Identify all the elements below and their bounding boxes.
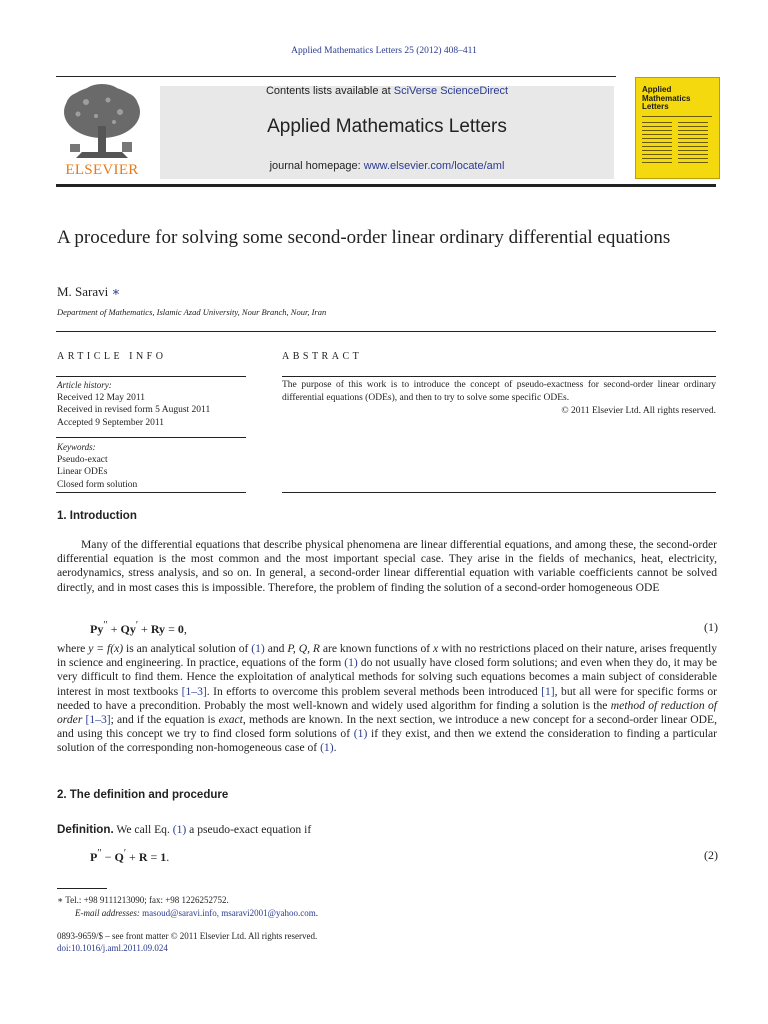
journal-reference-link[interactable]: Applied Mathematics Letters 25 (2012) 408–411 [291, 46, 477, 56]
footnote-tel: Tel.: +98 9111213090; fax: +98 1226252752. [65, 895, 229, 905]
para2-text: , methods are known. In the next section, we introduce a new concept for a second-order linear ODE, and using this concept we try to find closed form solutions of [57, 713, 717, 741]
journal-cover-thumbnail [635, 77, 720, 179]
author-footnote-mark[interactable]: ∗ [111, 284, 121, 299]
eq1-reference-link[interactable]: (1) [344, 656, 358, 670]
contents-prefix: Contents lists available at [265, 85, 394, 97]
cover-title-line-3: Letters [642, 102, 669, 111]
abstract-heading: ABSTRACT [282, 351, 363, 362]
definition-label: Definition. [57, 823, 114, 836]
para2-text: and [264, 642, 288, 655]
homepage-prefix: journal homepage: [269, 160, 364, 172]
cover-title-line-2: Mathematics [642, 93, 691, 103]
journal-homepage-link[interactable]: www.elsevier.com/locate/aml [363, 160, 505, 172]
keywords-label: Keywords: [57, 442, 96, 452]
math-y-eq: y = f(x) [88, 642, 124, 655]
para2-text: are known functions of [319, 642, 434, 655]
equation-1: Py′′ + Qy′ + Ry = 0, [90, 620, 187, 636]
keyword-item: Pseudo-exact [57, 454, 108, 465]
header-top-rule [56, 76, 616, 77]
definition-text: We call Eq. [113, 823, 173, 836]
article-info-rule-3 [56, 492, 246, 493]
article-info-rule-2 [56, 437, 246, 438]
para2-text: , but all were for specific forms or needed to have a precondition. Probably the most well-known and widely used algorithm for finding a solution is the [57, 684, 718, 712]
sciencedirect-link[interactable]: SciVerse ScienceDirect [393, 85, 509, 97]
equation-2: P′′ − Q′ + R = 1. [90, 848, 170, 864]
definition-text: a pseudo-exact equation if [186, 823, 312, 836]
para2-text: is an analytical solution of [123, 642, 252, 655]
history-accepted: Accepted 9 September 2011 [57, 417, 165, 428]
eq1-reference-link[interactable]: (1) [251, 642, 265, 655]
abstract-rule-bottom [282, 492, 716, 493]
keywords-block [57, 441, 247, 491]
abstract-copyright: © 2011 Elsevier Ltd. All rights reserved. [561, 406, 716, 416]
equation-2-number: (2) [704, 848, 718, 862]
journal-title: Applied Mathematics Letters [267, 116, 507, 137]
author-name[interactable]: M. Saravi [57, 284, 109, 299]
publisher-wordmark: ELSEVIER [65, 162, 139, 178]
homepage-line [160, 160, 614, 172]
abstract-rule-top [282, 376, 716, 377]
article-history [57, 379, 247, 429]
math-x: x [433, 642, 439, 655]
definition-line [57, 823, 311, 836]
article-history-label: Article history: [57, 380, 112, 390]
footnote-contact [57, 894, 717, 906]
footnote-emails: E-mail addresses: masoud@saravi.info, msaravi2001@yahoo.com. [75, 908, 318, 918]
para2-text: do not usually have closed form solutions; and even when they do, it may be very difficult to find them. Hence the exploitation of analytical methods for solving such equations becomes a main subject of considerable interest in most textbooks [57, 656, 717, 698]
article-info-rule-1 [56, 376, 246, 377]
article-title: A procedure for solving some second-order linear ordinary differential equations [57, 227, 671, 248]
eq1-reference-link[interactable]: (1) [353, 727, 368, 741]
section-1-paragraph-1: Many of the differential equations that describe physical phenomena are linear differential equations, and among these, the second-order differential equation is the most common and the most important special case. They arise in the fields of mechanics, heat, electricity, aerodynamics, stress analysis, and so on. In general, a second-order linear differential equation with variable coefficients cannot be solved directly, and in most cases this is impossible. Therefore, the problem of finding the solution of a second-order homogeneous ODE [57, 538, 717, 594]
para2-italic-text: method of reduction of order [57, 698, 717, 727]
section-1-heading: 1. Introduction [57, 510, 137, 522]
citation-link[interactable]: [1–3] [85, 713, 111, 727]
abstract-text: The purpose of this work is to introduce the concept of pseudo-exactness for second-order linear ordinary differential equations (ODEs), and then to try to solve some specific ODEs. [282, 380, 716, 403]
header-bottom-rule [56, 184, 716, 187]
math-pqr: P, Q, R [287, 642, 320, 655]
history-received: Received 12 May 2011 [57, 392, 146, 403]
keyword-item: Linear ODEs [57, 467, 108, 477]
eq1-reference-link[interactable]: (1) [172, 823, 187, 836]
citation-link[interactable]: [1] [541, 684, 555, 698]
email-label: E-mail addresses: [75, 908, 140, 918]
para2-text: with no restrictions placed on their nature, arises frequently in science and engineering. In practice, equations of the form [57, 642, 717, 670]
doi-link[interactable]: doi:10.1016/j.aml.2011.09.024 [57, 943, 168, 953]
equation-1-number: (1) [704, 620, 718, 634]
footnote-rule [57, 888, 107, 889]
footnote-mark: ∗ [57, 895, 64, 905]
section-2-heading: 2. The definition and procedure [57, 789, 229, 801]
para2-text: . In efforts to overcome this problem several methods been introduced [206, 684, 542, 698]
citation-link[interactable]: [1–3] [181, 684, 207, 698]
section-1-paragraph-2: where y = f(x) is an analytical solution of (1) and P, Q, R are known functions of x with no restrictions placed on their nature, arises frequently in science and engineering. In practice, equations of the form (1) do not usually have closed form solutions; and even when they do, it may be very difficult to find them. Hence the exploitation of analytical methods for solving such equations becomes a main subject of considerable interest in most textbooks [1–3]. In efforts to overcome this problem several methods been introduced [1], but all were for specific forms or needed to have a precondition. Probably the most well-known and widely used algorithm for finding a solution is the method of reduction of order [1–3]; and if the equation is exact, methods are known. In the next section, we introduce a new concept for a second-order linear ODE, and using this concept we try to find closed form solutions of (1) if they exist, and then we extend the consideration to finding a particular solution of the corresponding non-homogeneous case of (1). [57, 642, 718, 755]
para2-text: ; and if the equation is [110, 713, 219, 727]
para2-italic-text: exact [218, 713, 243, 727]
article-info-heading: ARTICLE INFO [57, 351, 167, 362]
para2-text: if they exist, and then we extend the consideration to finding a particular solution of the corresponding non-homogeneous case of [57, 727, 717, 755]
email-links[interactable]: masoud@saravi.info, msaravi2001@yahoo.com [142, 908, 316, 918]
contents-line [160, 85, 614, 97]
history-revised: Received in revised form 5 August 2011 [57, 405, 211, 415]
title-block-rule [56, 331, 716, 332]
para2-text: where [57, 642, 89, 655]
keyword-item: Closed form solution [57, 479, 138, 490]
author-affiliation: Department of Mathematics, Islamic Azad University, Nour Branch, Nour, Iran [57, 307, 327, 317]
eq1-reference-link[interactable]: (1) [320, 741, 334, 755]
author-line [57, 284, 120, 300]
issn-line: 0893-9659/$ – see front matter © 2011 Elsevier Ltd. All rights reserved. [57, 931, 318, 941]
cover-title-line-1: Applied [642, 85, 672, 94]
